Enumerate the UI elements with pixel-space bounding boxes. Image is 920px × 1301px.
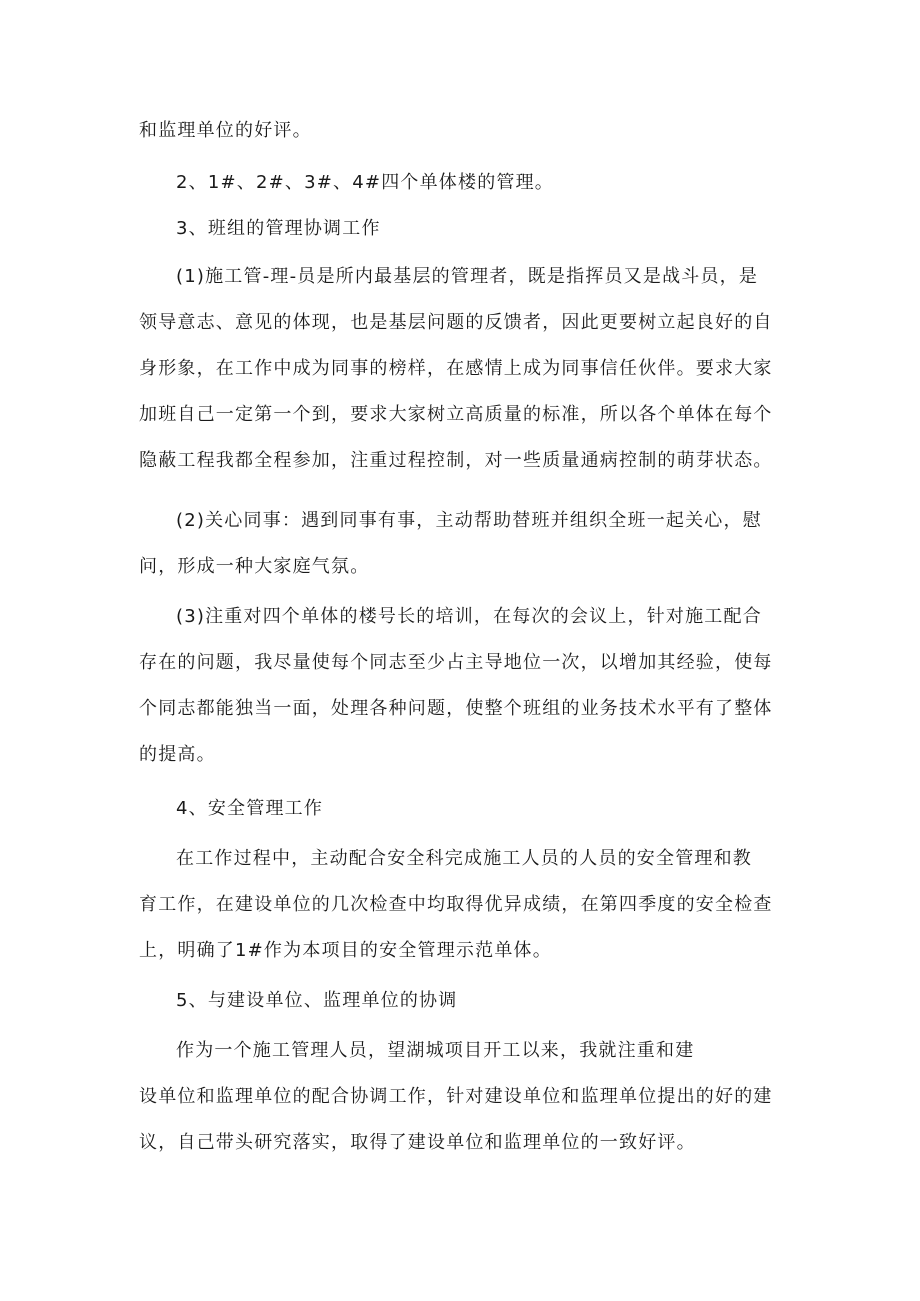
paragraph-line: 设单位和监理单位的配合协调工作，针对建设单位和监理单位提出的好的建	[139, 1086, 773, 1107]
paragraph-line: 和监理单位的好评。	[139, 120, 312, 141]
paragraph-line: 上，明确了1#作为本项目的安全管理示范单体。	[139, 940, 552, 961]
paragraph-line: 在工作过程中，主动配合安全科完成施工人员的人员的安全管理和教	[176, 848, 752, 869]
paragraph-line: 的提高。	[139, 744, 216, 765]
paragraph-line: 作为一个施工管理人员，望湖城项目开工以来，我就注重和建	[176, 1040, 695, 1061]
section-heading: 2、1#、2#、3#、4#四个单体楼的管理。	[176, 172, 554, 193]
paragraph-line: 育工作，在建设单位的几次检查中均取得优异成绩，在第四季度的安全检查	[139, 894, 773, 915]
paragraph-line: (3)注重对四个单体的楼号长的培训，在每次的会议上，针对施工配合	[176, 606, 762, 627]
paragraph-line: (1)施工管-理-员是所内最基层的管理者，既是指挥员又是战斗员，是	[176, 266, 759, 287]
paragraph-line: 议，自己带头研究落实，取得了建设单位和监理单位的一致好评。	[139, 1132, 696, 1153]
paragraph-line: 隐蔽工程我都全程参加，注重过程控制，对一些质量通病控制的萌芽状态。	[139, 450, 773, 471]
section-heading: 3、班组的管理协调工作	[176, 218, 381, 239]
paragraph-line: 领导意志、意见的体现，也是基层问题的反馈者，因此更要树立起良好的自	[139, 312, 773, 333]
paragraph-line: 问，形成一种大家庭气氛。	[139, 556, 370, 577]
paragraph-line: 存在的问题，我尽量使每个同志至少占主导地位一次，以增加其经验，使每	[139, 652, 773, 673]
paragraph-line: (2)关心同事：遇到同事有事，主动帮助替班并组织全班一起关心，慰	[176, 510, 762, 531]
section-heading: 4、安全管理工作	[176, 798, 324, 819]
paragraph-line: 个同志都能独当一面，处理各种问题，使整个班组的业务技术水平有了整体	[139, 698, 773, 719]
paragraph-line: 加班自己一定第一个到，要求大家树立高质量的标准，所以各个单体在每个	[139, 404, 773, 425]
section-heading: 5、与建设单位、监理单位的协调	[176, 990, 458, 1011]
paragraph-line: 身形象，在工作中成为同事的榜样，在感情上成为同事信任伙伴。要求大家	[139, 358, 773, 379]
